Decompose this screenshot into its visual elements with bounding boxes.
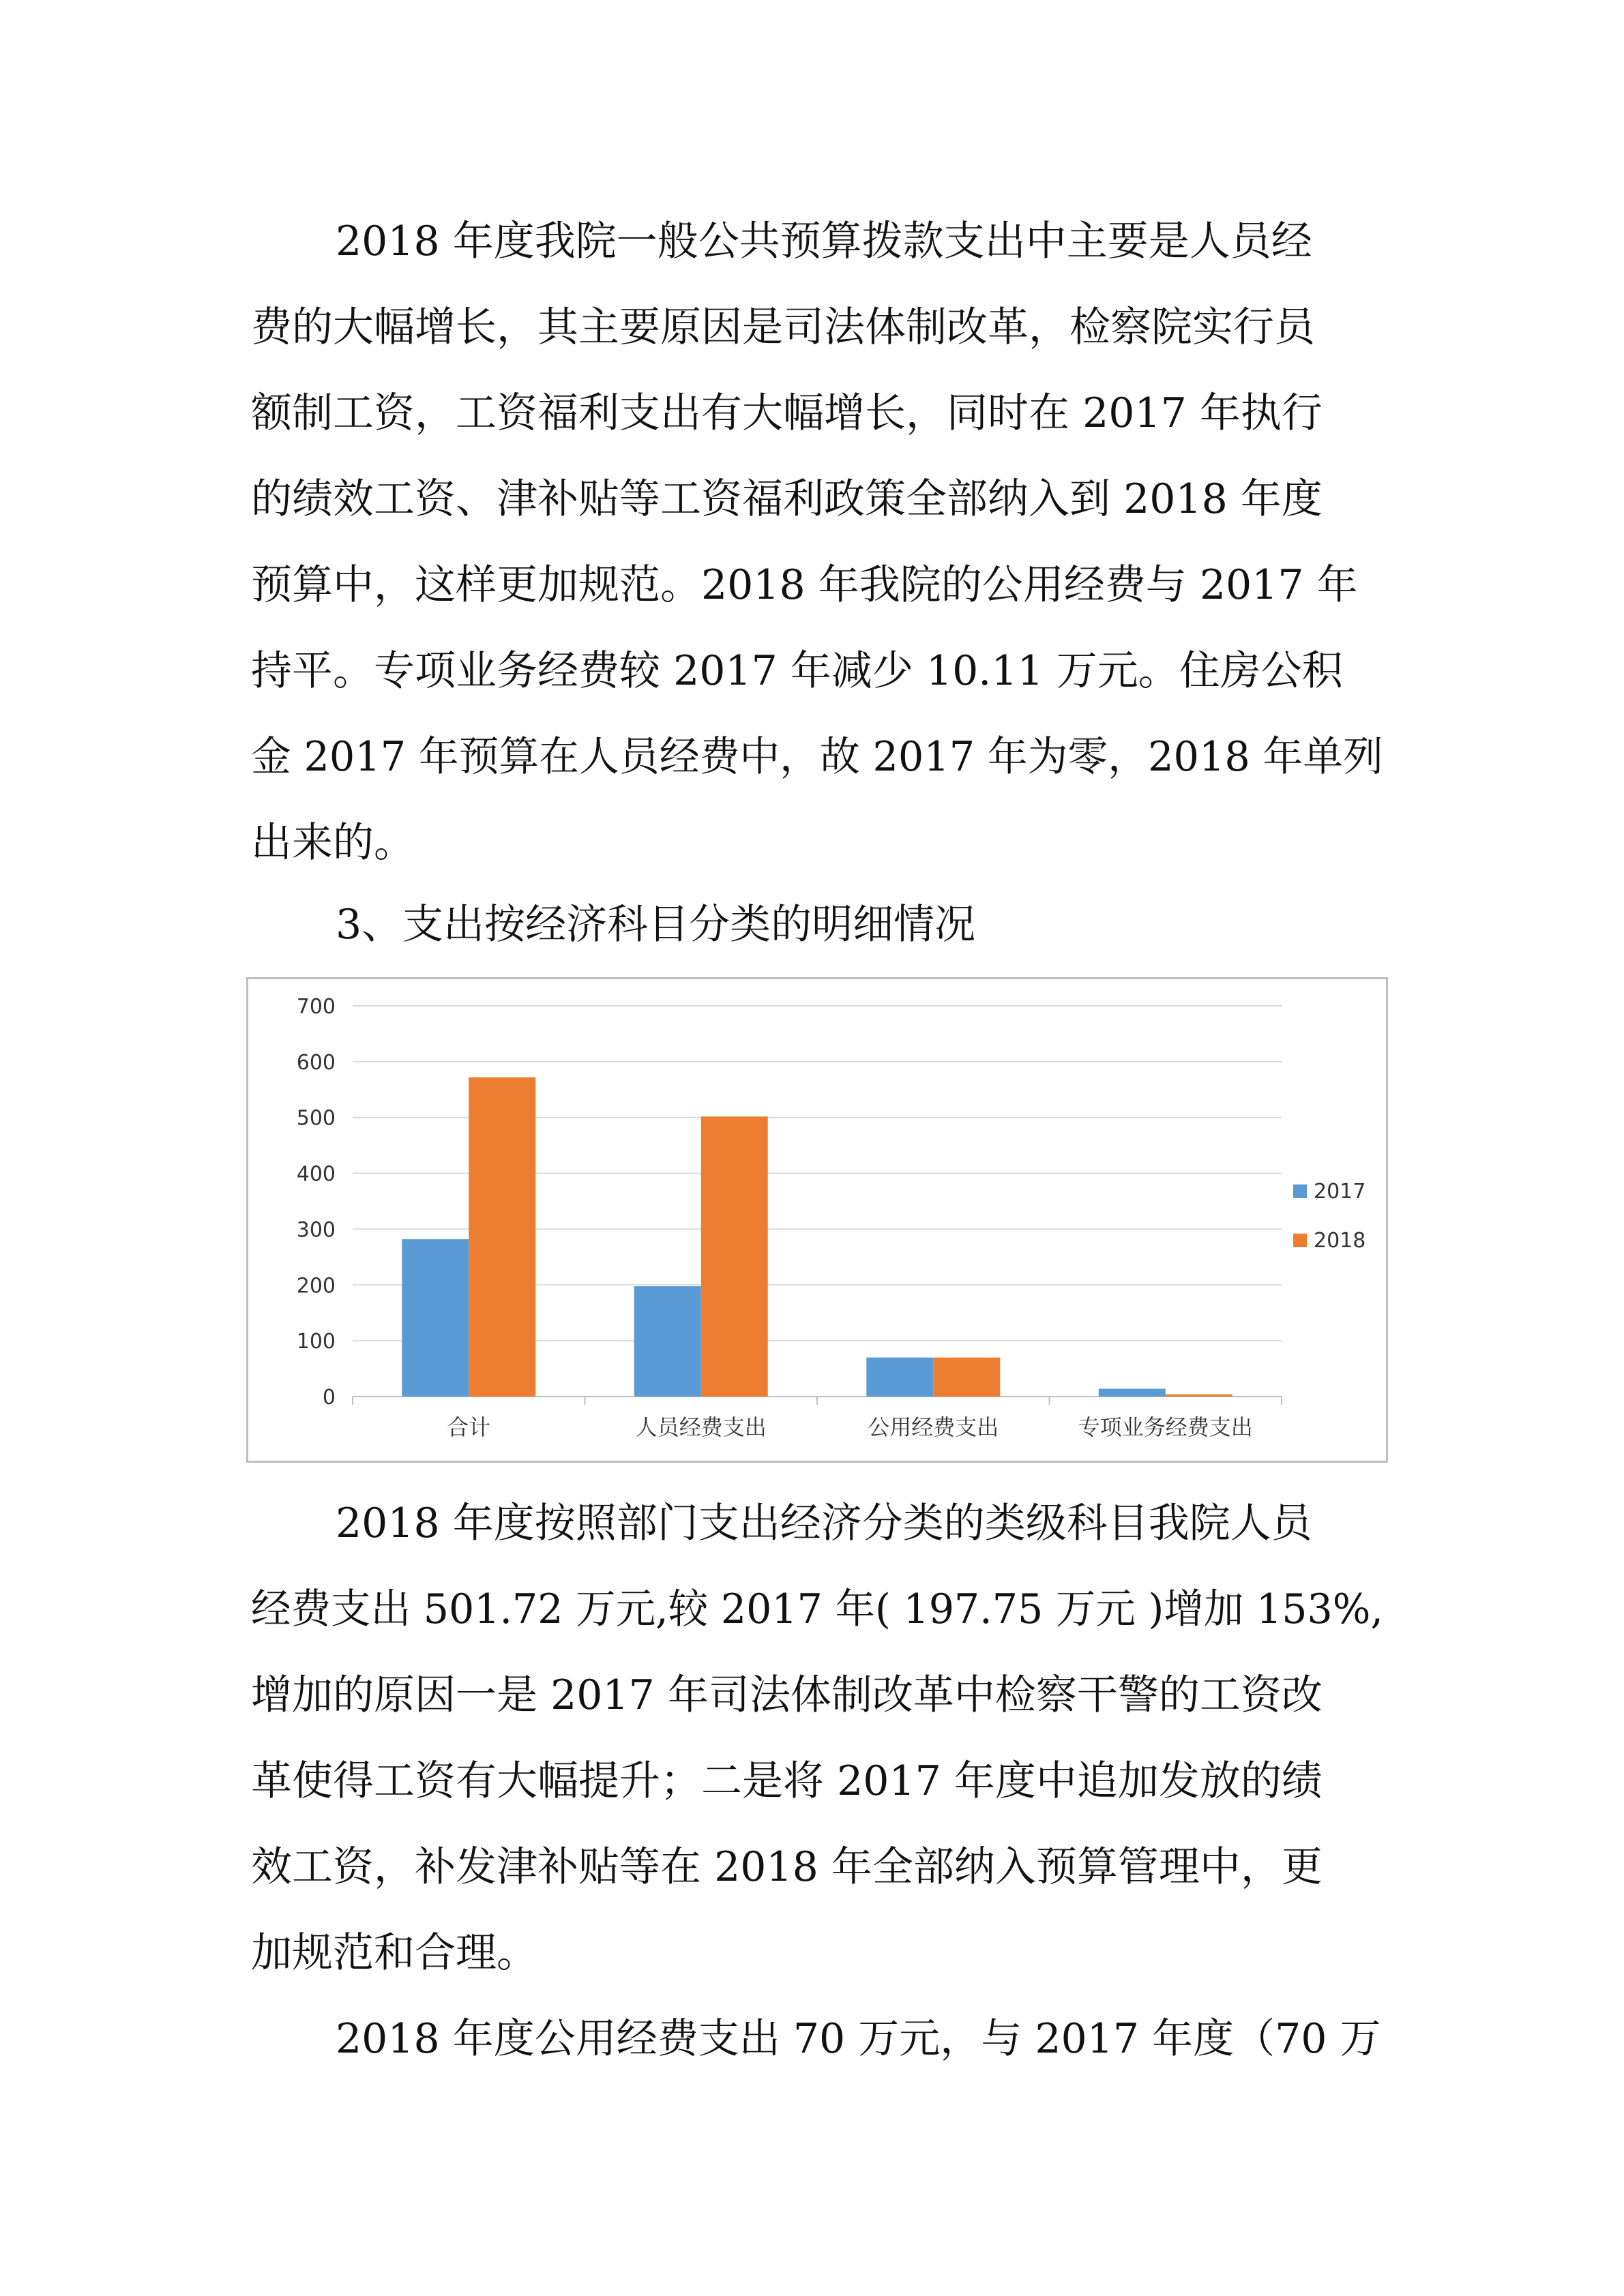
text-line: 革使得工资有大幅提升；二是将 2017 年度中追加发放的绩 [251, 1757, 1323, 1805]
bar-2017 [866, 1358, 933, 1397]
text-line: 出来的。 [251, 819, 415, 867]
bar-2018 [933, 1358, 1000, 1397]
category-label: 专项业务经费支出 [1078, 1414, 1253, 1440]
chart-container [246, 977, 1388, 1463]
legend-label: 2017 [1314, 1180, 1366, 1204]
category-label: 人员经费支出 [635, 1414, 767, 1440]
y-tick-label: 600 [296, 1050, 336, 1075]
text-line: 2018 年度我院一般公共预算拨款支出中主要是人员经 [336, 218, 1312, 265]
y-tick-label: 200 [296, 1274, 336, 1298]
text-line: 预算中，这样更加规范。2018 年我院的公用经费与 2017 年 [251, 561, 1358, 609]
section-heading: 3、支出按经济科目分类的明细情况 [336, 901, 976, 949]
y-tick-label: 0 [322, 1386, 336, 1410]
bar-2018 [1166, 1395, 1232, 1397]
text-line: 额制工资，工资福利支出有大幅增长，同时在 2017 年执行 [251, 389, 1323, 437]
text-line: 2018 年度按照部门支出经济分类的类级科目我院人员 [336, 1500, 1312, 1547]
text-line: 费的大幅增长，其主要原因是司法体制改革，检察院实行员 [251, 303, 1315, 351]
y-tick-label: 400 [296, 1162, 336, 1187]
text-line: 2018 年度公用经费支出 70 万元，与 2017 年度（70 万 [336, 2015, 1381, 2063]
y-tick-label: 100 [296, 1330, 336, 1354]
legend-label: 2018 [1314, 1229, 1366, 1253]
text-line: 的绩效工资、津补贴等工资福利政策全部纳入到 2018 年度 [251, 475, 1323, 523]
legend-swatch [1293, 1184, 1307, 1198]
text-line: 加规范和合理。 [251, 1929, 537, 1977]
text-line: 经费支出 501.72 万元,较 2017 年( 197.75 万元 )增加 153%, [251, 1585, 1383, 1633]
bar-2018 [701, 1116, 768, 1397]
text-line: 增加的原因一是 2017 年司法体制改革中检察干警的工资改 [251, 1671, 1323, 1719]
text-line: 效工资，补发津补贴等在 2018 年全部纳入预算管理中，更 [251, 1843, 1323, 1891]
y-tick-label: 500 [296, 1106, 336, 1131]
text-line: 持平。专项业务经费较 2017 年减少 10.11 万元。住房公积 [251, 647, 1343, 695]
legend-swatch [1293, 1234, 1307, 1247]
category-label: 合计 [447, 1414, 491, 1440]
y-tick-label: 700 [296, 995, 336, 1019]
bar-2017 [402, 1239, 469, 1397]
bar-2017 [634, 1286, 701, 1397]
text-line: 金 2017 年预算在人员经费中，故 2017 年为零，2018 年单列 [251, 733, 1383, 781]
y-tick-label: 300 [296, 1218, 336, 1242]
bar-2018 [469, 1077, 535, 1397]
category-label: 公用经费支出 [868, 1414, 999, 1440]
bar-chart [248, 979, 1386, 1461]
bar-2017 [1099, 1389, 1166, 1397]
